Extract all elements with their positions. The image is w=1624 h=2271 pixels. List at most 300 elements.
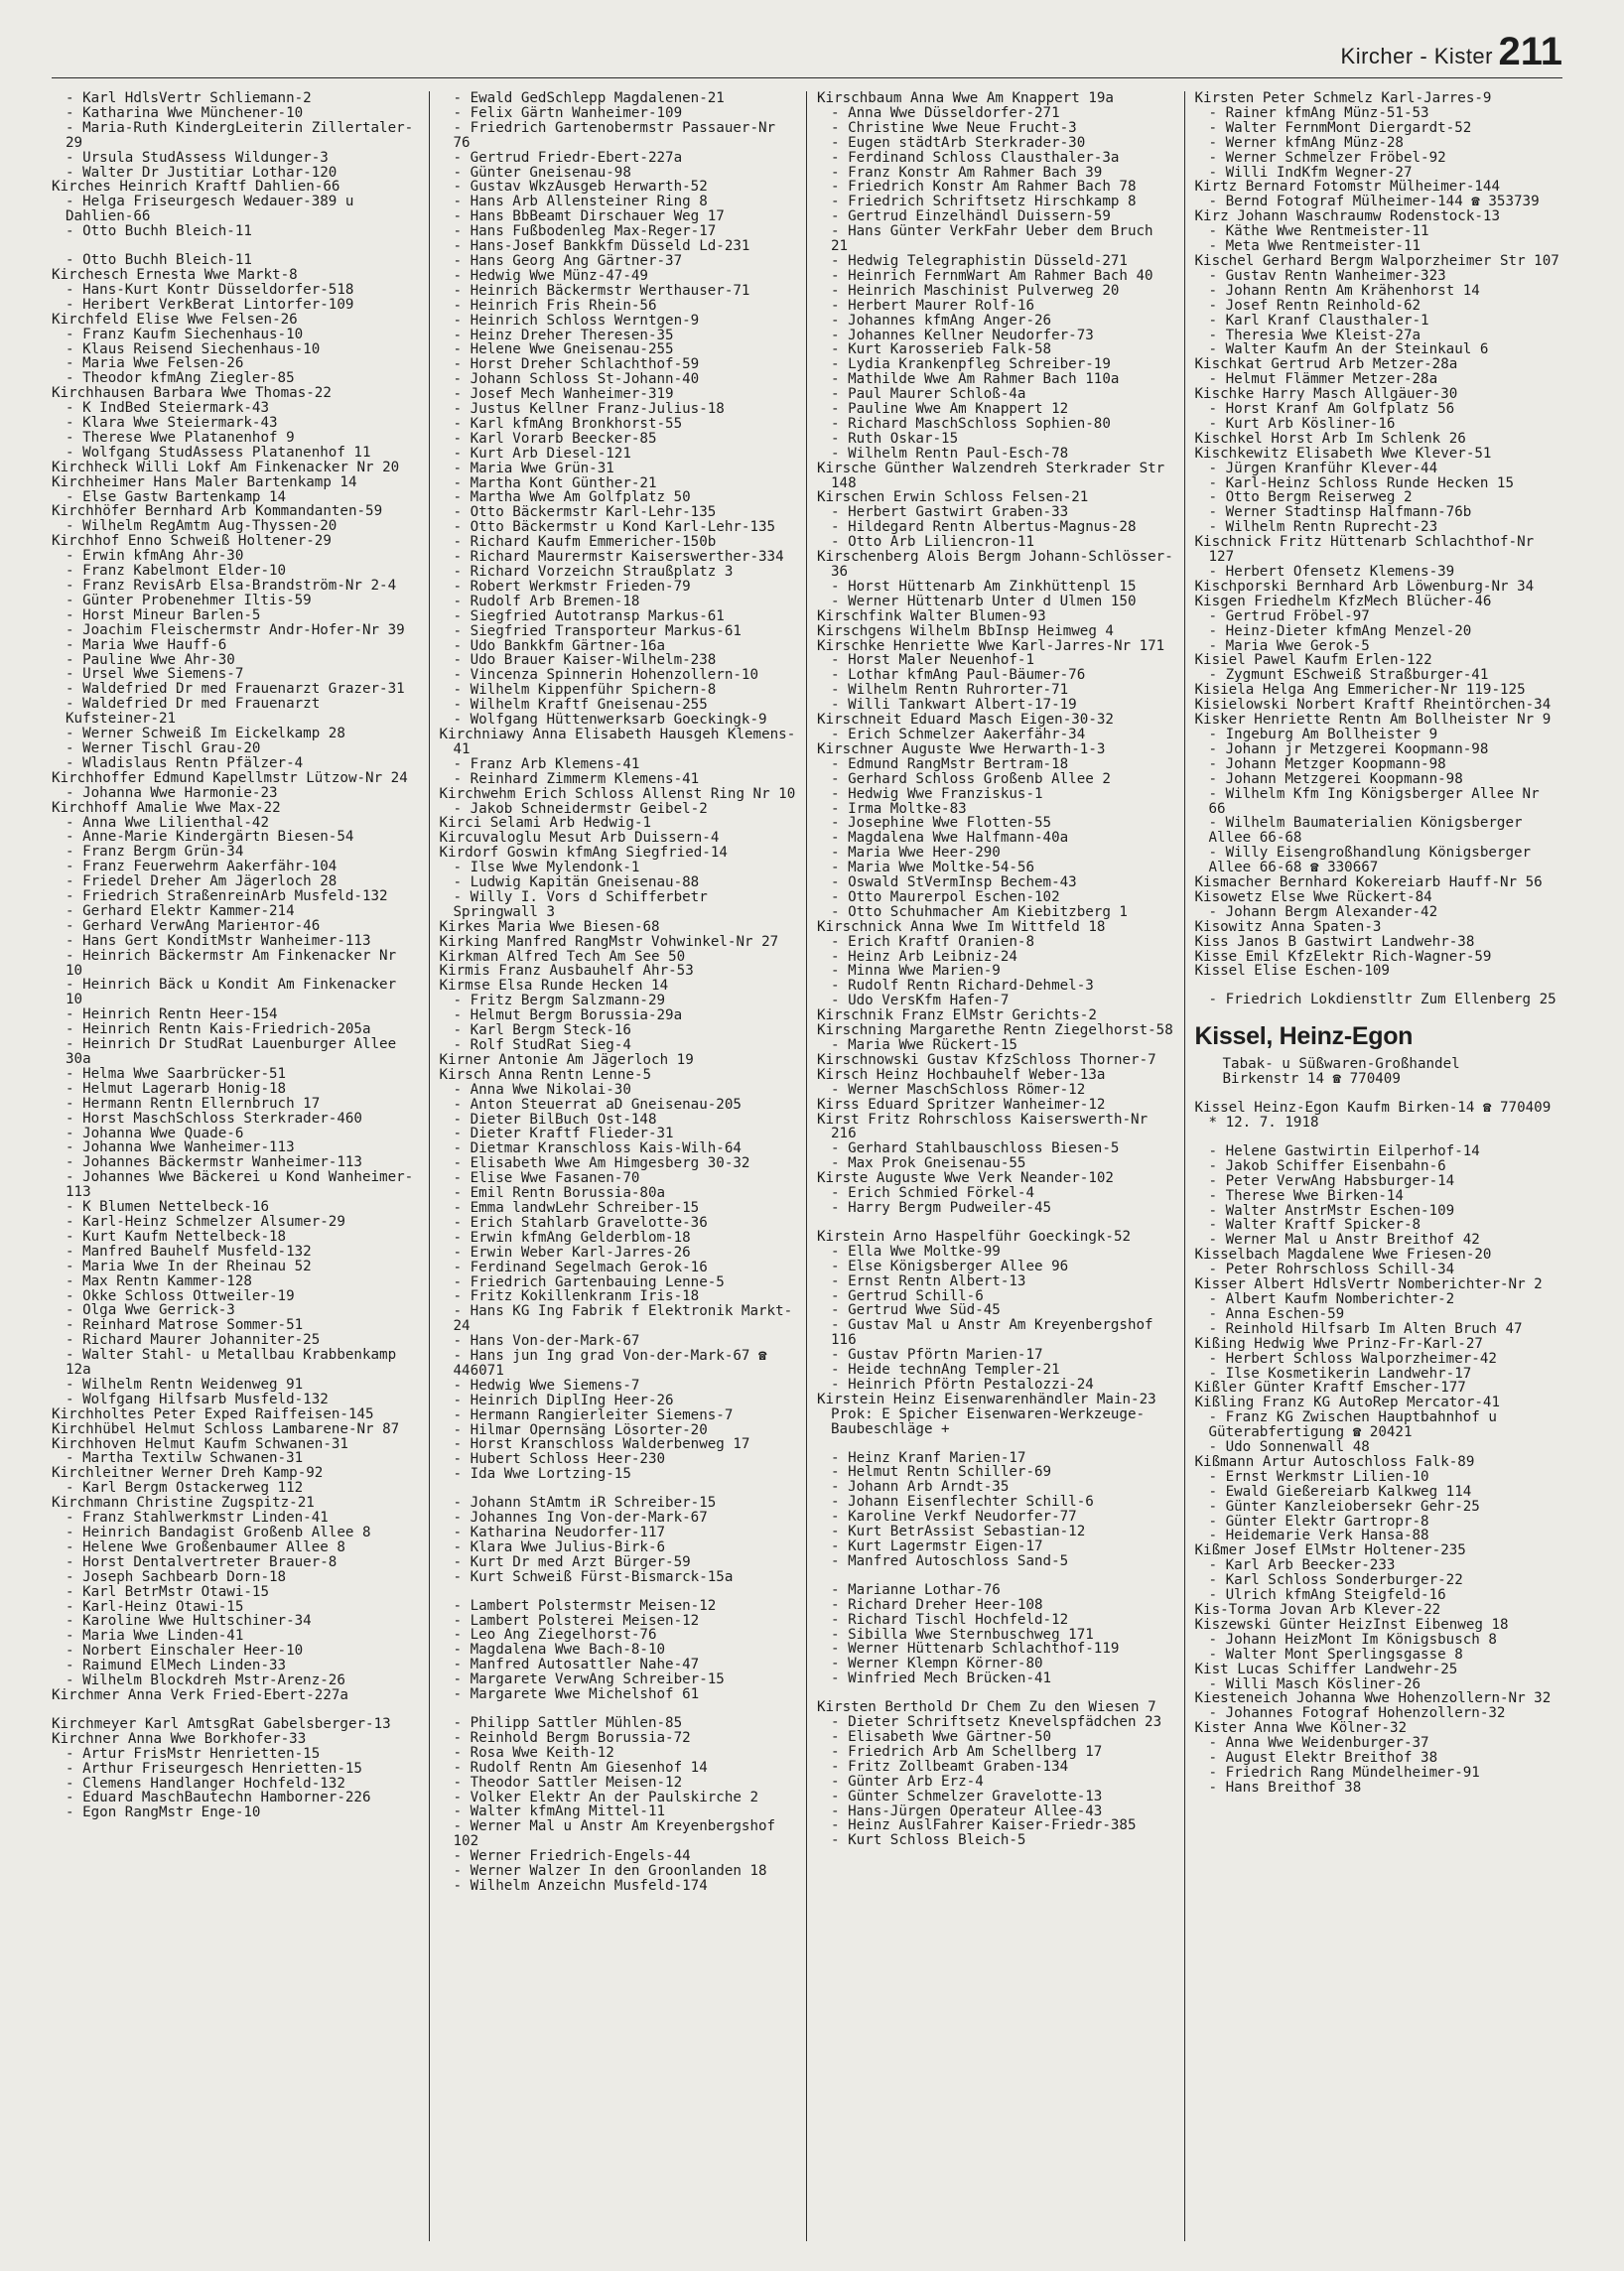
- directory-subentry: - Theresia Wwe Kleist-27a: [1195, 329, 1563, 343]
- directory-subentry: - Fritz Zollbeamt Graben-134: [817, 1760, 1174, 1775]
- directory-entry: Kirmis Franz Ausbauhelf Ahr-53: [439, 963, 694, 980]
- directory-subentry: - Werner Schmelzer Fröbel-92: [1195, 151, 1563, 166]
- directory-subentry: - Ruth Oskar-15: [817, 432, 1174, 447]
- directory-subentry: - Wilhelm Rentn Weidenweg 91: [52, 1378, 419, 1393]
- directory-subentry: - Günter Schmelzer Gravelotte-13: [817, 1790, 1174, 1804]
- directory-subentry: - Otto Bäckermstr Karl-Lehr-135: [440, 505, 797, 520]
- directory-subentry: - Gustav Rentn Wanheimer-323: [1195, 269, 1563, 284]
- directory-entry: Kirschnik Franz ElMstr Gerichts-2: [817, 1007, 1097, 1024]
- directory-subentry: - Therese Wwe Birken-14: [1195, 1189, 1563, 1204]
- directory-subentry: - Leo Ang Ziegelhorst-76: [440, 1628, 797, 1643]
- directory-subentry: - Werner Klempn Körner-80: [817, 1657, 1174, 1671]
- directory-entry: Kisiela Helga Ang Emmericher-Nr 119-125: [1194, 682, 1526, 699]
- directory-subentry: - Hermann Rentn Ellernbruch 17: [52, 1097, 419, 1112]
- directory-subentry: - Gertrud Schill-6: [817, 1289, 1174, 1304]
- directory-subentry: - Wolfgang Hilfsarb Musfeld-132: [52, 1393, 419, 1407]
- directory-subentry: - Gertrud Fröbel-97: [1195, 609, 1563, 624]
- directory-subentry: - Anna Wwe Düsseldorfer-271: [817, 106, 1174, 121]
- directory-subentry: - Oswald StVermInsp Bechem-43: [817, 875, 1174, 890]
- directory-entry: Kisselbach Magdalene Wwe Friesen-20: [1194, 1247, 1492, 1264]
- directory-subentry: - Katharina Wwe Münchener-10: [52, 106, 419, 121]
- directory-entry: Kirsch Anna Rentn Lenne-5: [439, 1066, 652, 1083]
- directory-subentry: - Fritz Kokillenkranm Iris-18: [440, 1289, 797, 1304]
- directory-subentry: - Karl-Heinz Schmelzer Alsumer-29: [52, 1215, 419, 1230]
- directory-entry: Kirstein Heinz Eisenwarenhändler Main-23 Prok: E Spicher Eisenwaren-Werkzeuge-Baubeschläge +: [817, 1391, 1156, 1437]
- directory-entry: Kirkes Maria Wwe Biesen-68: [439, 918, 660, 935]
- directory-subentry: - Heinrich FernmWart Am Rahmer Bach 40: [817, 269, 1174, 284]
- directory-subentry: - Waldefried Dr med Frauenarzt Kufsteiner-21: [52, 697, 419, 727]
- directory-entry: Kirchhoven Helmut Kaufm Schwanen-31: [52, 1435, 348, 1452]
- directory-subentry: - Gertrud Wwe Süd-45: [817, 1303, 1174, 1318]
- directory-subentry: - Kurt Schloss Bleich-5: [817, 1833, 1174, 1848]
- directory-subentry: - Hilmar Opernsäng Lösorter-20: [440, 1423, 797, 1438]
- directory-subentry: - Eugen städtArb Sterkrader-30: [817, 136, 1174, 151]
- directory-entry: Kischel Gerhard Bergm Walporzheimer Str 107: [1194, 252, 1559, 269]
- directory-subentry: - Else Königsberger Allee 96: [817, 1260, 1174, 1274]
- directory-subentry: - Willy Eisengroßhandlung Königsberger Allee 66-68 ☎ 330667: [1195, 846, 1563, 875]
- directory-subentry: - Friedrich StraßenreinArb Musfeld-132: [52, 889, 419, 904]
- directory-subentry: - Walter kfmAng Mittel-11: [440, 1804, 797, 1819]
- directory-subentry: - Pauline Wwe Ahr-30: [52, 653, 419, 668]
- directory-subentry: - Hans jun Ing grad Von-der-Mark-67 ☎ 446071: [440, 1349, 797, 1379]
- directory-subentry: - Gerhard Stahlbauschloss Biesen-5: [817, 1141, 1174, 1156]
- directory-entry: Kisgen Friedhelm KfzMech Blücher-46: [1194, 593, 1492, 609]
- directory-subentry: - Mathilde Wwe Am Rahmer Bach 110a: [817, 372, 1174, 387]
- directory-subentry: - Werner Friedrich-Engels-44: [440, 1849, 797, 1864]
- directory-subentry: - Maria Wwe Felsen-26: [52, 356, 419, 371]
- directory-subentry: - Horst Dreher Schlachthof-59: [440, 357, 797, 372]
- directory-subentry: - Karl Schloss Sonderburger-22: [1195, 1573, 1563, 1588]
- directory-subentry: - Gerhard VerwAng Mariентor-46: [52, 919, 419, 934]
- directory-subentry: - Franz Kaufm Siechenhaus-10: [52, 328, 419, 342]
- directory-subentry: - Emil Rentn Borussia-80a: [440, 1186, 797, 1201]
- directory-entry: Kirsten Berthold Dr Chem Zu den Wiesen 7: [817, 1699, 1156, 1716]
- directory-subentry: - Werner Mal u Anstr Breithof 42: [1195, 1233, 1563, 1248]
- directory-subentry: - Walter Kraftf Spicker-8: [1195, 1218, 1563, 1233]
- directory-subentry: - Heinz Arb Leibniz-24: [817, 950, 1174, 965]
- directory-entry: Kirchmer Anna Verk Fried-Ebert-227a: [52, 1686, 348, 1703]
- directory-entry: Kirsche Günther Walzendreh Sterkrader Str 148: [817, 460, 1165, 491]
- directory-subentry: - Johann StAmtm iR Schreiber-15: [440, 1496, 797, 1511]
- directory-subentry: - Zygmunt ESchweiß Straßburger-41: [1195, 668, 1563, 683]
- directory-subentry: - Karl BetrMstr Otawi-15: [52, 1585, 419, 1600]
- column-1: [52, 91, 430, 2241]
- directory-subentry: - Dieter Schriftsetz Knevelspfädchen 23: [817, 1715, 1174, 1730]
- directory-subentry: - Johanna Wwe Wanheimer-113: [52, 1140, 419, 1155]
- directory-entry: Kirci Selami Arb Hedwig-1: [439, 815, 652, 832]
- directory-subentry: - Johannes Bäckermstr Wanheimer-113: [52, 1155, 419, 1170]
- directory-subentry: - Otto Bäckermstr u Kond Karl-Lehr-135: [440, 520, 797, 535]
- directory-entry: Kismacher Bernhard Kokereiarb Hauff-Nr 56: [1194, 874, 1543, 891]
- directory-subentry: - Siegfried Autotransp Markus-61: [440, 609, 797, 624]
- directory-subentry: - Max Prok Gneisenau-55: [817, 1156, 1174, 1171]
- directory-subentry: - Günter Elektr Gartropr-8: [1195, 1515, 1563, 1530]
- directory-subentry: - Richard Dreher Heer-108: [817, 1598, 1174, 1613]
- directory-entry: Kirschneit Eduard Masch Eigen-30-32: [817, 712, 1114, 729]
- directory-subentry: - Karoline Verkf Neudorfer-77: [817, 1510, 1174, 1525]
- directory-subentry: - Johann Metzger Koopmann-98: [1195, 757, 1563, 772]
- directory-subentry: - Artur FrisMstr Henrietten-15: [52, 1747, 419, 1762]
- directory-subentry: - K IndBed Steiermark-43: [52, 401, 419, 416]
- directory-entry: Kirkman Alfred Tech Am See 50: [439, 948, 686, 965]
- directory-subentry: - Heribert VerkBerat Lintorfer-109: [52, 298, 419, 313]
- directory-entry: Kirchholtes Peter Exped Raiffeisen-145: [52, 1405, 374, 1422]
- directory-subentry: - Walter Stahl- u Metallbau Krabbenkamp 12a: [52, 1348, 419, 1378]
- directory-subentry: - Friedrich Gartenobermstr Passauer-Nr 76: [440, 121, 797, 151]
- directory-subentry: - Wilhelm Blockdreh Mstr-Arenz-26: [52, 1673, 419, 1688]
- directory-entry: Kirtz Bernard Fotomstr Mülheimer-144: [1194, 179, 1500, 196]
- directory-subentry: - Heinrich Bäck u Kondit Am Finkenacker 10: [52, 978, 419, 1007]
- directory-subentry: - Edmund RangMstr Bertram-18: [817, 757, 1174, 772]
- directory-entry: Kisker Henriette Rentn Am Bollheister Nr 9: [1194, 712, 1552, 729]
- directory-subentry: - Erwin kfmAng Gelderblom-18: [440, 1231, 797, 1246]
- directory-subentry: - Werner Stadtinsp Halfmann-76b: [1195, 505, 1563, 520]
- directory-subentry: - Paul Maurer Schloß-4a: [817, 387, 1174, 402]
- directory-subentry: - Helmut Bergm Borussia-29a: [440, 1008, 797, 1023]
- directory-subentry: - Ilse Kosmetikerin Landwehr-17: [1195, 1367, 1563, 1382]
- directory-subentry: - Franz Arb Klemens-41: [440, 757, 797, 772]
- directory-subentry: - Harry Bergm Pudweiler-45: [817, 1201, 1174, 1216]
- directory-subentry: - Erich Kraftf Oranien-8: [817, 935, 1174, 950]
- directory-subentry: - Franz Feuerwehrm Aakerfähr-104: [52, 860, 419, 874]
- directory-subentry: - Maria Wwe Grün-31: [440, 462, 797, 476]
- directory-entry: Kirst Fritz Rohrschloss Kaiserswerth-Nr 216: [817, 1111, 1149, 1142]
- directory-subentry: - Wladislaus Rentn Pfälzer-4: [52, 756, 419, 771]
- directory-subentry: - Erwin Weber Karl-Jarres-26: [440, 1246, 797, 1261]
- directory-subentry: - August Elektr Breithof 38: [1195, 1751, 1563, 1766]
- directory-subentry: - Karl Arb Beecker-233: [1195, 1558, 1563, 1573]
- directory-subentry: - Kurt Schweiß Fürst-Bismarck-15a: [440, 1570, 797, 1585]
- directory-subentry: - Lothar kfmAng Paul-Bäumer-76: [817, 668, 1174, 683]
- directory-subentry: - Winfried Mech Brücken-41: [817, 1671, 1174, 1686]
- directory-subentry: - Kurt Lagermstr Eigen-17: [817, 1539, 1174, 1554]
- directory-subentry: - Jakob Schiffer Eisenbahn-6: [1195, 1159, 1563, 1174]
- directory-subentry: - Karl Kranf Clausthaler-1: [1195, 314, 1563, 329]
- directory-subentry: - Herbert Gastwirt Graben-33: [817, 505, 1174, 520]
- directory-subentry: - Johann HeizMont Im Königsbusch 8: [1195, 1633, 1563, 1648]
- directory-subentry: - Lydia Krankenpfleg Schreiber-19: [817, 357, 1174, 372]
- directory-subentry: - Gustav Mal u Anstr Am Kreyenbergshof 116: [817, 1318, 1174, 1348]
- directory-entry: Kisiel Pawel Kaufm Erlen-122: [1194, 652, 1432, 669]
- directory-subentry: - Elisabeth Wwe Gärtner-50: [817, 1730, 1174, 1745]
- column-3: [807, 91, 1185, 2241]
- directory-subentry: - Willi Tankwart Albert-17-19: [817, 698, 1174, 713]
- directory-subentry: - Johannes kfmAng Anger-26: [817, 314, 1174, 329]
- directory-subentry: - Olga Wwe Gerrick-3: [52, 1303, 419, 1318]
- directory-subentry: - Friedrich Konstr Am Rahmer Bach 78: [817, 180, 1174, 195]
- directory-subentry: - Heinrich Dr StudRat Lauenburger Allee 30a: [52, 1037, 419, 1067]
- directory-subentry: - Willy I. Vors d Schifferbetr Springwall 3: [440, 890, 797, 920]
- directory-subentry: - Horst Dentalvertreter Brauer-8: [52, 1555, 419, 1570]
- directory-subentry: - Felix Gärtn Wanheimer-109: [440, 106, 797, 121]
- directory-subentry: - Joseph Sachbearb Dorn-18: [52, 1570, 419, 1585]
- directory-subentry: - Pauline Wwe Am Knappert 12: [817, 402, 1174, 417]
- directory-subentry: - Günter Kanzleiobersekr Gehr-25: [1195, 1500, 1563, 1515]
- directory-entry: Kirchheimer Hans Maler Bartenkamp 14: [52, 473, 357, 490]
- directory-subentry: - Siegfried Transporteur Markus-61: [440, 624, 797, 639]
- directory-subentry: - Anna Wwe Weidenburger-37: [1195, 1736, 1563, 1751]
- directory-subentry: - Robert Werkmstr Frieden-79: [440, 580, 797, 595]
- directory-subentry: - Horst Hüttenarb Am Zinkhüttenpl 15: [817, 580, 1174, 595]
- directory-subentry: - Otto Maurerpol Eschen-102: [817, 890, 1174, 905]
- directory-subentry: - Hans-Kurt Kontr Düsseldorfer-518: [52, 283, 419, 298]
- directory-subentry: - Udo Brauer Kaiser-Wilhelm-238: [440, 653, 797, 668]
- directory-subentry: - Josef Mech Wanheimer-319: [440, 387, 797, 402]
- directory-subentry: - Helmut Rentn Schiller-69: [817, 1465, 1174, 1480]
- directory-subentry: - Raimund ElMech Linden-33: [52, 1659, 419, 1673]
- directory-subentry: - Klara Wwe Julius-Birk-6: [440, 1540, 797, 1555]
- directory-subentry: - Richard Vorzeichn Straußplatz 3: [440, 565, 797, 580]
- directory-subentry: - Werner Hüttenarb Schlachthof-119: [817, 1642, 1174, 1657]
- directory-subentry: - Franz Bergm Grün-34: [52, 845, 419, 860]
- directory-subentry: - Arthur Friseurgesch Henrietten-15: [52, 1762, 419, 1777]
- directory-subentry: - Emma landwLehr Schreiber-15: [440, 1201, 797, 1216]
- directory-entry: Kirschenberg Alois Bergm Johann-Schlösser-36: [817, 549, 1173, 580]
- directory-subentry: - Wilhelm Baumaterialien Königsberger Allee 66-68: [1195, 816, 1563, 846]
- directory-subentry: - Wilhelm Kippenführ Spichern-8: [440, 683, 797, 698]
- directory-entry: Kirsten Peter Schmelz Karl-Jarres-9: [1194, 91, 1492, 106]
- directory-subentry: - Else Gastw Bartenkamp 14: [52, 490, 419, 505]
- directory-subentry: - Manfred Autosattler Nahe-47: [440, 1658, 797, 1672]
- directory-subentry: - K Blumen Nettelbeck-16: [52, 1200, 419, 1215]
- directory-subentry: - Johanna Wwe Harmonie-23: [52, 786, 419, 801]
- directory-subentry: - Hildegard Rentn Albertus-Magnus-28: [817, 520, 1174, 535]
- directory-entry: Kiszewski Günter HeizInst Eibenweg 18: [1194, 1616, 1509, 1633]
- directory-subentry: - Anne-Marie Kindergärtn Biesen-54: [52, 830, 419, 845]
- directory-subentry: - Margarete VerwAng Schreiber-15: [440, 1672, 797, 1687]
- directory-subentry: - Willi Masch Kösliner-26: [1195, 1677, 1563, 1692]
- directory-subentry: - Anna Wwe Lilienthal-42: [52, 816, 419, 831]
- directory-heading: Kissel, Heinz-Egon: [1194, 1022, 1414, 1051]
- directory-subentry: - Hans Von-der-Mark-67: [440, 1334, 797, 1349]
- directory-entry: Kisowitz Anna Spaten-3: [1194, 918, 1382, 935]
- directory-subentry: - Peter Rohrschloss Schill-34: [1195, 1263, 1563, 1277]
- directory-subentry: - Martha Wwe Am Golfplatz 50: [440, 490, 797, 505]
- directory-entry: Kissel Heinz-Egon Kaufm Birken-14 ☎ 770409 * 12. 7. 1918: [1194, 1100, 1552, 1131]
- directory-subentry: - Helene Wwe Gneisenau-255: [440, 342, 797, 357]
- directory-entry: Kirdorf Goswin kfmAng Siegfried-14: [439, 845, 728, 862]
- directory-entry: Kirss Eduard Spritzer Wanheimer-12: [817, 1096, 1106, 1113]
- directory-subentry: - Johann Eisenflechter Schill-6: [817, 1495, 1174, 1510]
- directory-subentry: - Otto Bergm Reiserweg 2: [1195, 490, 1563, 505]
- directory-entry: Kirschnowski Gustav KfzSchloss Thorner-7: [817, 1051, 1156, 1068]
- directory-entry: Kirchhausen Barbara Wwe Thomas-22: [52, 385, 332, 402]
- directory-entry: Kirchhoffer Edmund Kapellmstr Lützow-Nr 24: [52, 769, 408, 786]
- directory-subentry: - Rudolf Rentn Richard-Dehmel-3: [817, 979, 1174, 994]
- directory-subentry: - Maria Wwe Hauff-6: [52, 638, 419, 653]
- directory-subentry: - Richard Maurer Johanniter-25: [52, 1333, 419, 1348]
- directory-subentry: - Werner kfmAng Münz-28: [1195, 136, 1563, 151]
- directory-subentry: - Wolfgang StudAssess Platanenhof 11: [52, 446, 419, 461]
- directory-subentry: - Richard Maurermstr Kaiserswerther-334: [440, 550, 797, 565]
- directory-entry: Kischkel Horst Arb Im Schlenk 26: [1194, 430, 1466, 447]
- directory-subentry: - Richard Kaufm Emmericher-150b: [440, 535, 797, 550]
- directory-entry: Kirner Antonie Am Jägerloch 19: [439, 1051, 694, 1068]
- directory-entry: Kissel Elise Eschen-109: [1194, 963, 1390, 980]
- directory-subentry: - Heide technAng Templer-21: [817, 1363, 1174, 1378]
- directory-subentry: - Herbert Schloss Walporzheimer-42: [1195, 1352, 1563, 1367]
- directory-subentry: - Wilhelm RegAmtm Aug-Thyssen-20: [52, 519, 419, 534]
- directory-subentry: - Josef Rentn Reinhold-62: [1195, 299, 1563, 314]
- directory-subentry: - Kurt Karosserieb Falk-58: [817, 342, 1174, 357]
- directory-subentry: - Maria Wwe In der Rheinau 52: [52, 1260, 419, 1274]
- directory-subentry: - Manfred Autoschloss Sand-5: [817, 1554, 1174, 1569]
- directory-subentry: - Maria Wwe Gerok-5: [1195, 639, 1563, 654]
- directory-entry: Kirstein Arno Haspelführ Goeckingk-52: [817, 1228, 1132, 1245]
- directory-subentry: - Johann jr Metzgerei Koopmann-98: [1195, 742, 1563, 757]
- directory-subentry: - Horst Kranf Am Golfplatz 56: [1195, 402, 1563, 417]
- directory-subentry: - Reinhold Bergm Borussia-72: [440, 1731, 797, 1746]
- directory-subentry: - Ida Wwe Lortzing-15: [440, 1467, 797, 1482]
- directory-subentry: - Johannes Wwe Bäckerei u Kond Wanheimer-113: [52, 1170, 419, 1200]
- directory-subentry: - Wilhelm Kraftf Gneisenau-255: [440, 698, 797, 713]
- directory-subentry: - Marianne Lothar-76: [817, 1583, 1174, 1598]
- directory-entry: Kisowetz Else Wwe Rückert-84: [1194, 888, 1432, 905]
- directory-subentry: - Werner Mal u Anstr Am Kreyenbergshof 102: [440, 1819, 797, 1849]
- directory-subentry: - Otto Buchh Bleich-11: [52, 224, 419, 239]
- directory-entry: Kißing Hedwig Wwe Prinz-Fr-Karl-27: [1194, 1335, 1483, 1352]
- directory-subentry: - Theodor kfmAng Ziegler-85: [52, 371, 419, 386]
- directory-subentry: - Ludwig Kapitän Gneisenau-88: [440, 875, 797, 890]
- directory-subentry: - Joachim Fleischermstr Andr-Hofer-Nr 39: [52, 623, 419, 638]
- directory-subentry: - Ilse Wwe Mylendonk-1: [440, 861, 797, 875]
- directory-subentry: - Wilhelm Rentn Ruhrorter-71: [817, 683, 1174, 698]
- directory-entry: Kiss Janos B Gastwirt Landwehr-38: [1194, 933, 1475, 950]
- directory-subentry: - Karl HdlsVertr Schliemann-2: [52, 91, 419, 106]
- directory-subentry: - Dietmar Kranschloss Kais-Wilh-64: [440, 1141, 797, 1156]
- directory-entry: Kirsch Heinz Hochbauhelf Weber-13a: [817, 1066, 1106, 1083]
- directory-subentry: - Gustav WkzAusgeb Herwarth-52: [440, 180, 797, 195]
- directory-subentry: - Kurt Dr med Arzt Bürger-59: [440, 1555, 797, 1570]
- directory-entry: Kirchwehm Erich Schloss Allenst Ring Nr 10: [439, 785, 796, 802]
- directory-subentry: - Ursula StudAssess Wildunger-3: [52, 151, 419, 166]
- page-number: 211: [1498, 30, 1562, 73]
- directory-entry: Kischkat Gertrud Arb Metzer-28a: [1194, 356, 1458, 373]
- directory-subentry: - Hubert Schloss Heer-230: [440, 1452, 797, 1467]
- directory-subentry: - Udo Sonnenwall 48: [1195, 1440, 1563, 1455]
- directory-subentry: - Karl-Heinz Otawi-15: [52, 1600, 419, 1615]
- directory-subentry: - Rudolf Arb Bremen-18: [440, 595, 797, 609]
- directory-subentry: - Ferdinand Schloss Clausthaler-3a: [817, 151, 1174, 166]
- directory-subentry: - Elise Wwe Fasanen-70: [440, 1171, 797, 1186]
- directory-entry: Kirste Auguste Wwe Verk Neander-102: [817, 1170, 1114, 1187]
- directory-subentry: - Jürgen Kranführ Klever-44: [1195, 462, 1563, 476]
- directory-subentry: - Friedrich Arb Am Schellberg 17: [817, 1745, 1174, 1760]
- directory-subentry: - Anna Eschen-59: [1195, 1307, 1563, 1322]
- directory-entry: Kisser Albert HdlsVertr Nomberichter-Nr 2: [1194, 1276, 1543, 1293]
- directory-entry: Kirchhof Enno Schweiß Holtener-29: [52, 533, 332, 550]
- directory-subentry: - Gerhard Elektr Kammer-214: [52, 904, 419, 919]
- directory-entry: Kirmse Elsa Runde Hecken 14: [439, 978, 669, 995]
- directory-subentry: - Hans Arb Allensteiner Ring 8: [440, 195, 797, 209]
- directory-entry: Kirschning Margarethe Rentn Ziegelhorst-58: [817, 1022, 1173, 1039]
- directory-subentry: - Heinrich Rentn Heer-154: [52, 1007, 419, 1022]
- directory-subentry: - Meta Wwe Rentmeister-11: [1195, 239, 1563, 254]
- directory-subentry: - Karl Bergm Steck-16: [440, 1023, 797, 1038]
- directory-entry: Kis-Torma Jovan Arb Klever-22: [1194, 1602, 1441, 1618]
- directory-subentry: - Walter Dr Justitiar Lothar-120: [52, 166, 419, 181]
- directory-subentry: - Kurt BetrAssist Sebastian-12: [817, 1525, 1174, 1539]
- directory-subentry: - Helene Wwe Großenbaumer Allee 8: [52, 1540, 419, 1555]
- directory-subentry: - Heinrich Fris Rhein-56: [440, 299, 797, 314]
- directory-subentry: - Karl Vorarb Beecker-85: [440, 432, 797, 447]
- directory-subentry: - Johannes Kellner Neudorfer-73: [817, 329, 1174, 343]
- directory-subentry: - Wilhelm Anzeichn Musfeld-174: [440, 1879, 797, 1894]
- directory-subentry: - Heinrich Bandagist Großenb Allee 8: [52, 1526, 419, 1540]
- directory-subentry: - Jakob Schneidermstr Geibel-2: [440, 802, 797, 817]
- directory-subentry: - Anton Steuerrat aD Gneisenau-205: [440, 1098, 797, 1113]
- directory-subentry: - Friedrich Gartenbauing Lenne-5: [440, 1275, 797, 1290]
- directory-subentry: - Kurt Kaufm Nettelbeck-18: [52, 1230, 419, 1245]
- directory-subentry: - Franz KG Zwischen Hauptbahnhof u Güterabfertigung ☎ 20421: [1195, 1410, 1563, 1440]
- directory-subentry: - Ella Wwe Moltke-99: [817, 1245, 1174, 1260]
- directory-entry: Kißling Franz KG AutoRep Mercator-41: [1194, 1395, 1500, 1411]
- directory-entry: Kist Lucas Schiffer Landwehr-25: [1194, 1661, 1458, 1677]
- directory-subentry: - Ursel Wwe Siemens-7: [52, 667, 419, 682]
- directory-entry: Kirschgens Wilhelm BbInsp Heimweg 4: [817, 622, 1114, 639]
- directory-subentry: - Horst Mineur Barlen-5: [52, 608, 419, 623]
- directory-subentry: - Heinrich Maschinist Pulverweg 20: [817, 284, 1174, 299]
- directory-subentry: - Franz Konstr Am Rahmer Bach 39: [817, 166, 1174, 181]
- directory-subentry: - Johann Metzgerei Koopmann-98: [1195, 772, 1563, 787]
- directory-subentry: - Karoline Wwe Hultschiner-34: [52, 1614, 419, 1629]
- directory-subentry: - Heinz AuslFahrer Kaiser-Friedr-385: [817, 1818, 1174, 1833]
- directory-subentry: - Martha Kont Günther-21: [440, 476, 797, 491]
- directory-subentry: - Kurt Arb Kösliner-16: [1195, 417, 1563, 432]
- directory-subentry: - Udo Bankkfm Gärtner-16a: [440, 639, 797, 654]
- directory-subentry: - Maria Wwe Rückert-15: [817, 1038, 1174, 1053]
- directory-entry: Kirchmann Christine Zugspitz-21: [52, 1495, 315, 1512]
- directory-subentry: - Wolfgang Hüttenwerksarb Goeckingk-9: [440, 713, 797, 728]
- directory-subentry: - Vincenza Spinnerin Hohenzollern-10: [440, 668, 797, 683]
- directory-subentry: - Hans Günter VerkFahr Ueber dem Bruch 21: [817, 224, 1174, 254]
- directory-subentry: - Hermann Rangierleiter Siemens-7: [440, 1408, 797, 1423]
- directory-subentry: - Hans-Jürgen Operateur Allee-43: [817, 1804, 1174, 1819]
- directory-subentry: - Maria Wwe Moltke-54-56: [817, 861, 1174, 875]
- directory-subentry: - Ewald Gießereiarb Kalkweg 114: [1195, 1485, 1563, 1500]
- directory-subentry: - Waldefried Dr med Frauenarzt Grazer-31: [52, 682, 419, 697]
- directory-entry: Kirchmeyer Karl AmtsgRat Gabelsberger-13: [52, 1715, 391, 1732]
- directory-subentry: - Peter VerwAng Habsburger-14: [1195, 1174, 1563, 1189]
- directory-subentry: - Otto Buchh Bleich-11: [52, 253, 419, 268]
- directory-subentry: - Wilhelm Rentn Ruprecht-23: [1195, 520, 1563, 535]
- directory-subentry: - Clemens Handlanger Hochfeld-132: [52, 1777, 419, 1792]
- directory-entry: Kirchheck Willi Lokf Am Finkenacker Nr 20: [52, 459, 400, 475]
- directory-subentry: - Johanna Wwe Quade-6: [52, 1127, 419, 1141]
- directory-subentry: - Werner Walzer In den Groonlanden 18: [440, 1864, 797, 1879]
- directory-subentry: - Günter Probenehmer Iltis-59: [52, 594, 419, 608]
- directory-subentry: - Horst Kranschloss Walderbenweg 17: [440, 1437, 797, 1452]
- directory-entry: Kirchner Anna Wwe Borkhofer-33: [52, 1730, 307, 1747]
- page-header: [52, 30, 1562, 78]
- directory-subentry: - Otto Schuhmacher Am Kiebitzberg 1: [817, 905, 1174, 920]
- directory-subentry: - Lambert Polstermstr Meisen-12: [440, 1599, 797, 1614]
- directory-entry: Kißmann Artur Autoschloss Falk-89: [1194, 1453, 1475, 1470]
- directory-subentry: - Otto Arb Liliencron-11: [817, 535, 1174, 550]
- directory-subentry: - Johann Schloss St-Johann-40: [440, 372, 797, 387]
- directory-subentry: - Erwin kfmAng Ahr-30: [52, 549, 419, 564]
- directory-entry: Kister Anna Wwe Kölner-32: [1194, 1720, 1408, 1737]
- directory-subentry: - Magdalena Wwe Halfmann-40a: [817, 831, 1174, 846]
- directory-subentry: - Hedwig Telegraphistin Düsseld-271: [817, 254, 1174, 269]
- directory-subentry: - Friedrich Schriftsetz Hirschkamp 8: [817, 195, 1174, 209]
- directory-subentry: - Rosa Wwe Keith-12: [440, 1746, 797, 1761]
- directory-subentry: - Hedwig Wwe Münz-47-49: [440, 269, 797, 284]
- directory-subentry: - Gustav Pförtn Marien-17: [817, 1348, 1174, 1363]
- directory-subentry: - Philipp Sattler Mühlen-85: [440, 1716, 797, 1731]
- directory-subentry: - Franz RevisArb Elsa-Brandström-Nr 2-4: [52, 579, 419, 594]
- directory-subentry: - Werner Hüttenarb Unter d Ulmen 150: [817, 595, 1174, 609]
